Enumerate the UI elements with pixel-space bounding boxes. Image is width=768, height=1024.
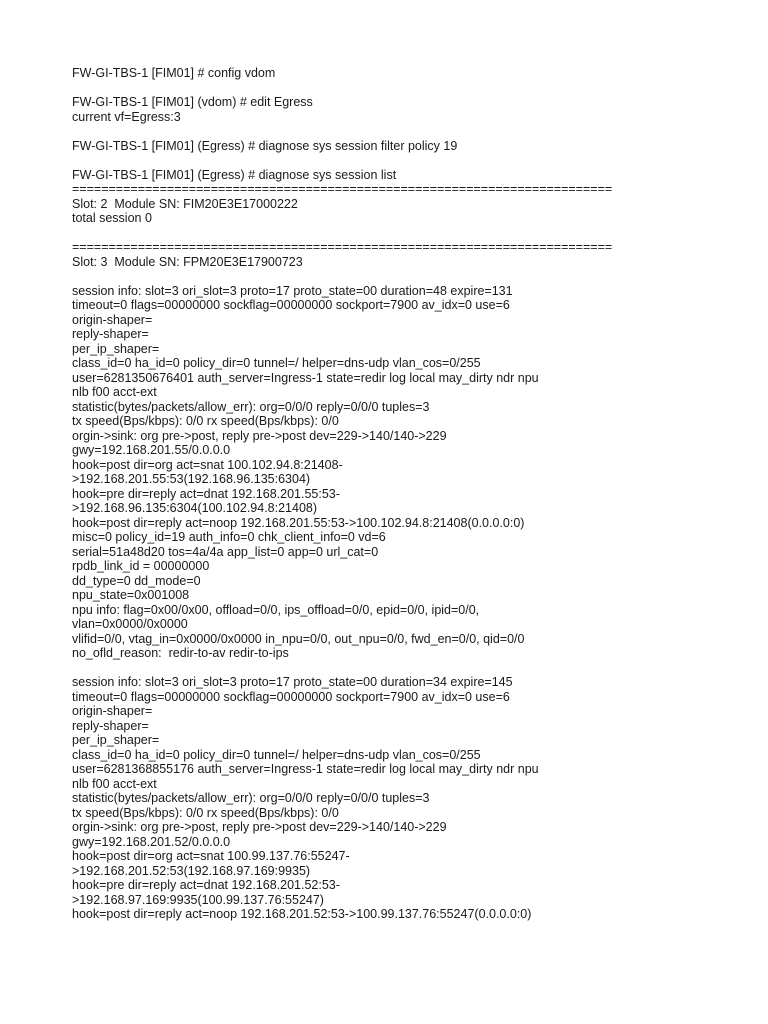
output-line: gwy=192.168.201.55/0.0.0.0 bbox=[72, 443, 231, 457]
output-line: >192.168.201.52:53(192.168.97.169:9935) bbox=[72, 863, 311, 878]
cli-output-document bbox=[72, 66, 762, 922]
output-line: per_ip_shaper= bbox=[72, 733, 160, 747]
output-line: vlifid=0/0, vtag_in=0x0000/0x0000 in_npu=0/0, out_npu=0/0, fwd_en=0/0, qid=0/0 bbox=[72, 631, 525, 646]
output-line: class_id=0 ha_id=0 policy_dir=0 tunnel=/ helper=dns-udp vlan_cos=0/255 bbox=[72, 747, 481, 762]
separator-line: ========================================================================== bbox=[72, 182, 613, 196]
output-line: origin-shaper= bbox=[72, 704, 153, 718]
command-prompt-line: FW-GI-TBS-1 [FIM01] (vdom) # edit Egress bbox=[72, 95, 313, 109]
output-line: npu_state=0x001008 bbox=[72, 588, 190, 602]
blank-line bbox=[72, 153, 762, 168]
output-line: >192.168.97.169:9935(100.99.137.76:55247) bbox=[72, 892, 324, 907]
output-line: hook=post dir=reply act=noop 192.168.201.55:53->100.102.94.8:21408(0.0.0.0:0) bbox=[72, 515, 525, 530]
command-prompt-line: FW-GI-TBS-1 [FIM01] # config vdom bbox=[72, 66, 276, 80]
output-line: hook=pre dir=reply act=dnat 192.168.201.55:53- bbox=[72, 486, 340, 501]
output-line: statistic(bytes/packets/allow_err): org=0/0/0 reply=0/0/0 tuples=3 bbox=[72, 399, 430, 414]
separator-line: ========================================================================== bbox=[72, 240, 613, 254]
output-line: timeout=0 flags=00000000 sockflag=00000000 sockport=7900 av_idx=0 use=6 bbox=[72, 689, 510, 704]
output-line: nlb f00 acct-ext bbox=[72, 385, 157, 399]
output-line: no_ofld_reason: redir-to-av redir-to-ips bbox=[72, 646, 289, 660]
output-line: hook=pre dir=reply act=dnat 192.168.201.52:53- bbox=[72, 878, 340, 892]
slot-header-line: Slot: 3 Module SN: FPM20E3E17900723 bbox=[72, 254, 303, 269]
output-line: tx speed(Bps/kbps): 0/0 rx speed(Bps/kbps): 0/0 bbox=[72, 414, 339, 428]
output-line: reply-shaper= bbox=[72, 718, 149, 733]
session-header-line: session info: slot=3 ori_slot=3 proto=17 proto_state=00 duration=48 expire=131 bbox=[72, 283, 513, 298]
blank-line bbox=[72, 81, 762, 96]
output-line: >192.168.201.55:53(192.168.96.135:6304) bbox=[72, 472, 311, 486]
output-line: origin-shaper= bbox=[72, 312, 153, 327]
output-line: user=6281350676401 auth_server=Ingress-1 state=redir log local may_dirty ndr npu bbox=[72, 370, 539, 385]
output-line: orgin->sink: org pre->post, reply pre->post dev=229->140/140->229 bbox=[72, 428, 447, 443]
blank-line bbox=[72, 661, 762, 676]
session-header-line: session info: slot=3 ori_slot=3 proto=17 proto_state=00 duration=34 expire=145 bbox=[72, 675, 513, 689]
output-line: total session 0 bbox=[72, 211, 152, 225]
output-line: hook=post dir=org act=snat 100.102.94.8:21408- bbox=[72, 457, 343, 472]
output-line: >192.168.96.135:6304(100.102.94.8:21408) bbox=[72, 501, 318, 515]
blank-line bbox=[72, 269, 762, 284]
output-line: current vf=Egress:3 bbox=[72, 109, 181, 124]
blank-line bbox=[72, 226, 762, 241]
output-line: hook=post dir=org act=snat 100.99.137.76:55247- bbox=[72, 849, 350, 863]
output-line: class_id=0 ha_id=0 policy_dir=0 tunnel=/ helper=dns-udp vlan_cos=0/255 bbox=[72, 356, 481, 370]
output-line: vlan=0x0000/0x0000 bbox=[72, 617, 188, 631]
command-prompt-line: FW-GI-TBS-1 [FIM01] (Egress) # diagnose sys session filter policy 19 bbox=[72, 138, 458, 153]
output-line: gwy=192.168.201.52/0.0.0.0 bbox=[72, 834, 231, 849]
blank-line bbox=[72, 124, 762, 139]
output-line: misc=0 policy_id=19 auth_info=0 chk_client_info=0 vd=6 bbox=[72, 530, 386, 544]
output-line: nlb f00 acct-ext bbox=[72, 776, 157, 791]
output-line: hook=post dir=reply act=noop 192.168.201.52:53->100.99.137.76:55247(0.0.0.0:0) bbox=[72, 907, 532, 921]
slot-header-line: Slot: 2 Module SN: FIM20E3E17000222 bbox=[72, 196, 298, 211]
output-line: rpdb_link_id = 00000000 bbox=[72, 559, 210, 573]
output-line: per_ip_shaper= bbox=[72, 341, 160, 356]
output-line: dd_type=0 dd_mode=0 bbox=[72, 573, 201, 588]
output-line: orgin->sink: org pre->post, reply pre->post dev=229->140/140->229 bbox=[72, 820, 447, 834]
command-prompt-line: FW-GI-TBS-1 [FIM01] (Egress) # diagnose sys session list bbox=[72, 167, 397, 182]
output-line: serial=51a48d20 tos=4a/4a app_list=0 app=0 url_cat=0 bbox=[72, 544, 379, 559]
output-line: reply-shaper= bbox=[72, 327, 149, 341]
output-line: user=6281368855176 auth_server=Ingress-1 state=redir log local may_dirty ndr npu bbox=[72, 762, 539, 776]
output-line: tx speed(Bps/kbps): 0/0 rx speed(Bps/kbps): 0/0 bbox=[72, 805, 339, 820]
output-line: statistic(bytes/packets/allow_err): org=0/0/0 reply=0/0/0 tuples=3 bbox=[72, 791, 430, 805]
output-line: timeout=0 flags=00000000 sockflag=00000000 sockport=7900 av_idx=0 use=6 bbox=[72, 298, 510, 312]
output-line: npu info: flag=0x00/0x00, offload=0/0, ips_offload=0/0, epid=0/0, ipid=0/0, bbox=[72, 602, 480, 617]
